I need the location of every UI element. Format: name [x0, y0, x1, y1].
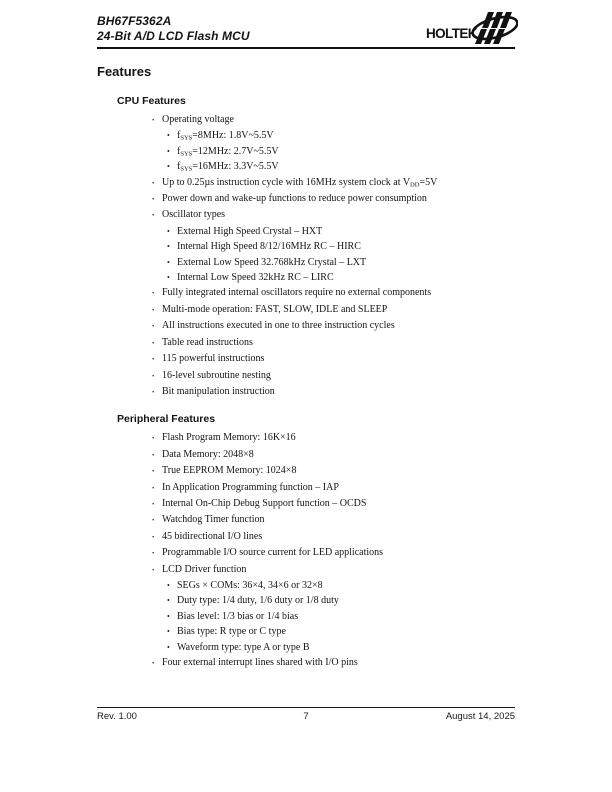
feature-item-text: Fully integrated internal oscillators require no external components: [162, 287, 432, 299]
bullet-icon: •: [167, 226, 170, 236]
holtek-logo-graphic: [426, 8, 518, 48]
bullet-icon: •: [152, 550, 155, 558]
feature-item-text: Four external interrupt lines shared with I/O pins: [162, 657, 358, 668]
bullet-icon: •: [152, 517, 155, 525]
feature-item-text: $f_{SYS}=8MHz$: 1.8V~5.5V: [177, 130, 274, 142]
feature-item: [97, 463, 515, 479]
feature-item: [97, 239, 515, 254]
feature-item-text: Operating voltage: [162, 114, 234, 125]
feature-item: [97, 512, 515, 528]
page-footer: [97, 711, 515, 722]
feature-item-text: Flash Program Memory: 16K×16: [162, 432, 296, 444]
bullet-icon: •: [167, 131, 170, 141]
feature-item-text: In Application Programming function – IAP: [162, 481, 339, 493]
feature-item-text: Bias level: 1/3 bias or 1/4 bias: [177, 610, 299, 622]
feature-item-text: All instructions executed in one to three instruction cycles: [162, 320, 395, 332]
feature-item-text: Programmable I/O source current for LED applications: [162, 547, 384, 559]
feature-item-text: LCD Driver function: [162, 563, 247, 575]
feature-item: [97, 335, 515, 351]
bullet-icon: •: [152, 451, 155, 459]
feature-item: [97, 175, 515, 191]
feature-item: [97, 112, 515, 128]
bullet-icon: •: [152, 290, 155, 298]
footer-date: August 14, 2025: [445, 711, 516, 722]
feature-item: [97, 545, 515, 561]
feature-item: [97, 351, 515, 367]
holtek-logo: [426, 8, 518, 48]
bullet-icon: •: [167, 580, 170, 590]
feature-item-text: 115 powerful instructions: [162, 353, 265, 365]
feature-item-text: Internal Low Speed 32kHz RC – LIRC: [177, 272, 334, 284]
bullet-icon: •: [167, 146, 170, 156]
feature-item-text: Internal On-Chip Debug Support function – OCDS: [162, 497, 367, 509]
bullet-icon: •: [167, 242, 170, 252]
feature-item: [97, 384, 515, 400]
feature-item: [97, 207, 515, 223]
bullet-icon: •: [152, 500, 155, 508]
feature-item: [97, 578, 515, 593]
feature-item: [97, 159, 515, 174]
bullet-icon: •: [152, 117, 155, 124]
document-header: [97, 14, 250, 43]
section-title: Peripheral Features: [117, 413, 216, 426]
feature-item: [97, 529, 515, 545]
feature-item-text: True EEPROM Memory: 1024×8: [162, 465, 297, 477]
feature-item-text: External Low Speed 32.768kHz Crystal – LXT: [177, 256, 367, 268]
feature-item-text: Up to 0.25µs instruction cycle with 16MHz system clock at $V_{DD}=5V$: [162, 176, 438, 189]
bullet-icon: •: [152, 566, 155, 574]
feature-item-text: Table read instructions: [162, 336, 253, 348]
bullet-icon: •: [167, 273, 170, 283]
feature-item-text: Bit manipulation instruction: [162, 385, 275, 397]
feature-item: [97, 191, 515, 207]
feature-item-text: Watchdog Timer function: [162, 514, 265, 526]
feature-item-text: $f_{SYS}=12MHz$: 2.7V~5.5V: [177, 145, 279, 158]
feature-item: [97, 624, 515, 639]
feature-item: [97, 496, 515, 512]
bullet-icon: •: [167, 596, 170, 606]
logo-text: HOLTEK: [426, 26, 477, 41]
bullet-icon: •: [152, 660, 155, 667]
section-peripheral-features: [97, 412, 515, 671]
section-cpu-features: [97, 94, 515, 400]
feature-item-text: Waveform type: type A or type B: [177, 641, 310, 653]
bullet-icon: •: [167, 611, 170, 621]
feature-item: [97, 368, 515, 384]
footer-revision: Rev. 1.00: [97, 711, 137, 722]
feature-item-text: Data Memory: 2048×8: [162, 448, 254, 460]
feature-item-text: Oscillator types: [162, 209, 226, 221]
bullet-icon: •: [152, 356, 155, 364]
bullet-icon: •: [167, 627, 170, 637]
bullet-icon: •: [152, 468, 155, 476]
bullet-icon: •: [167, 642, 170, 652]
bullet-icon: •: [152, 533, 155, 541]
bullet-icon: •: [152, 323, 155, 331]
feature-item-text: Internal High Speed 8/12/16MHz RC – HIRC: [177, 241, 361, 253]
bullet-icon: •: [152, 179, 155, 187]
feature-item-text: Bias type: R type or C type: [177, 626, 286, 638]
feature-item-text: Multi-mode operation: FAST, SLOW, IDLE and SLEEP: [162, 303, 388, 315]
feature-item: [97, 255, 515, 270]
bullet-icon: •: [152, 306, 155, 314]
feature-item: [97, 285, 515, 301]
feature-item: [97, 224, 515, 239]
feature-item: [97, 655, 515, 671]
bullet-icon: •: [152, 435, 155, 443]
bullet-icon: •: [152, 339, 155, 347]
footer-divider: [97, 707, 515, 708]
feature-sections: [97, 94, 515, 671]
feature-item: [97, 318, 515, 334]
feature-item-text: $f_{SYS}=16MHz$: 3.3V~5.5V: [177, 161, 279, 173]
feature-item: [97, 270, 515, 285]
feature-item-text: Duty type: 1/4 duty, 1/6 duty or 1/8 duty: [177, 595, 339, 607]
feature-item: [97, 447, 515, 463]
bullet-icon: •: [152, 212, 155, 220]
feature-item: [97, 562, 515, 578]
main-content: [97, 64, 515, 671]
header-divider: [97, 47, 515, 49]
section-title: CPU Features: [117, 95, 186, 107]
feature-item-text: External High Speed Crystal – HXT: [177, 225, 323, 237]
feature-item: [97, 593, 515, 608]
part-number: BH67F5362A: [97, 14, 172, 28]
feature-item: [97, 144, 515, 159]
feature-item: [97, 430, 515, 446]
feature-item-text: 16-level subroutine nesting: [162, 369, 271, 381]
bullet-icon: •: [152, 388, 155, 396]
page-title: Features: [97, 64, 152, 79]
feature-item-text: SEGs × COMs: 36×4, 34×6 or 32×8: [177, 579, 323, 591]
feature-item: [97, 128, 515, 143]
bullet-icon: •: [167, 257, 170, 267]
bullet-icon: •: [152, 372, 155, 380]
bullet-icon: •: [152, 484, 155, 492]
bullet-icon: •: [152, 196, 155, 204]
feature-item: [97, 480, 515, 496]
document-subtitle: 24-Bit A/D LCD Flash MCU: [97, 28, 250, 43]
feature-item: [97, 640, 515, 655]
footer-page-number: 7: [303, 711, 309, 722]
bullet-icon: •: [167, 162, 170, 172]
feature-item: [97, 609, 515, 624]
feature-item-text: 45 bidirectional I/O lines: [162, 530, 263, 542]
feature-item: [97, 302, 515, 318]
feature-item-text: Power down and wake-up functions to reduce power consumption: [162, 193, 427, 205]
